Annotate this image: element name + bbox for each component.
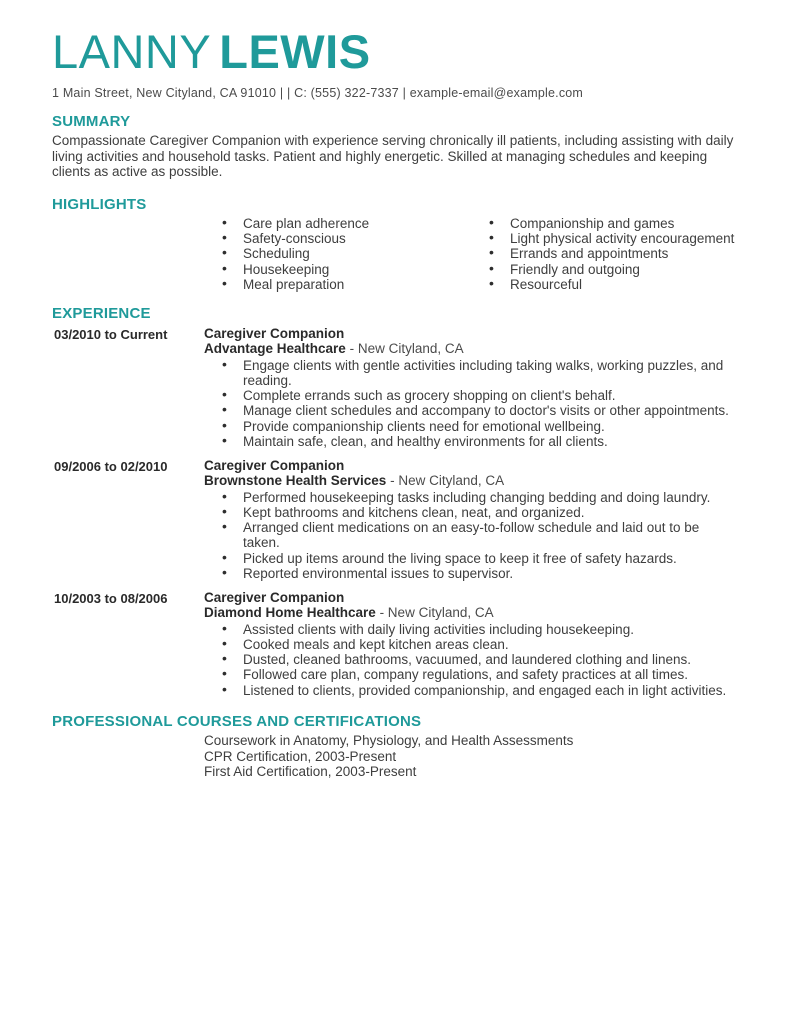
job-bullet: • Dusted, cleaned bathrooms, vacuumed, and laundered clothing and linens. bbox=[204, 652, 738, 667]
job-company: Advantage Healthcare bbox=[204, 341, 346, 357]
job-body bbox=[204, 458, 738, 581]
highlight-item: • Light physical activity encouragement bbox=[471, 231, 738, 246]
highlight-item: • Friendly and outgoing bbox=[471, 262, 738, 277]
name-title bbox=[52, 25, 738, 78]
highlight-item: • Housekeeping bbox=[204, 262, 471, 277]
certification-item: First Aid Certification, 2003-Present bbox=[204, 764, 417, 780]
highlights-columns bbox=[204, 216, 738, 292]
job-body bbox=[204, 590, 738, 698]
job-bullet: • Kept bathrooms and kitchens clean, neat, and organized. bbox=[204, 505, 738, 520]
certifications-section bbox=[52, 713, 738, 780]
job-bullets bbox=[204, 358, 738, 450]
highlights-section bbox=[52, 196, 738, 292]
job-bullet: • Performed housekeeping tasks including changing bedding and doing laundry. bbox=[204, 490, 738, 505]
job-bullet: • Maintain safe, clean, and healthy environments for all clients. bbox=[204, 434, 738, 449]
job-bullet: • Manage client schedules and accompany to doctor's visits or other appointments. bbox=[204, 403, 738, 418]
job-location: - New Cityland, CA bbox=[379, 605, 494, 621]
job-dates: 10/2003 to 08/2006 bbox=[54, 591, 168, 607]
resume-header bbox=[52, 25, 738, 100]
highlight-item: • Safety-conscious bbox=[204, 231, 471, 246]
job-bullet: • Assisted clients with daily living activities including housekeeping. bbox=[204, 622, 738, 637]
job-company-line bbox=[204, 341, 738, 356]
job-bullet: • Reported environmental issues to supervisor. bbox=[204, 566, 738, 581]
experience-section bbox=[52, 305, 738, 698]
certification-list bbox=[204, 733, 738, 780]
highlights-heading: HIGHLIGHTS bbox=[52, 195, 147, 213]
job-company: Diamond Home Healthcare bbox=[204, 605, 376, 621]
job-company: Brownstone Health Services bbox=[204, 473, 387, 489]
highlight-item: • Meal preparation bbox=[204, 277, 471, 292]
summary-section bbox=[52, 113, 738, 180]
last-name: LEWIS bbox=[219, 25, 371, 78]
job-bullet: • Engage clients with gentle activities including taking walks, working puzzles, and reading. bbox=[204, 358, 738, 389]
job-entry bbox=[52, 326, 738, 449]
job-body bbox=[204, 326, 738, 449]
contact-line: 1 Main Street, New Cityland, CA 91010 | | C: (555) 322-7337 | example-email@example.com bbox=[52, 86, 584, 100]
job-dates: 09/2006 to 02/2010 bbox=[54, 459, 168, 475]
highlight-item: • Resourceful bbox=[471, 277, 738, 292]
highlight-item: • Scheduling bbox=[204, 246, 471, 261]
job-location: - New Cityland, CA bbox=[390, 473, 505, 489]
summary-heading: SUMMARY bbox=[52, 113, 131, 130]
job-dates: 03/2010 to Current bbox=[54, 327, 168, 343]
job-bullet: • Arranged client medications on an easy-to-follow schedule and laid out to be taken. bbox=[204, 520, 738, 551]
job-title: Caregiver Companion bbox=[204, 326, 345, 342]
highlight-item: • Care plan adherence bbox=[204, 216, 471, 231]
summary-text: Compassionate Caregiver Companion with experience serving chronically ill patients, including assisting with daily living activities and household tasks. Patient and highly energetic. Skilled at managing schedules and keeping clients as active as possible. bbox=[52, 133, 734, 180]
experience-jobs bbox=[52, 326, 738, 698]
job-company-line bbox=[204, 473, 738, 488]
certification-item: Coursework in Anatomy, Physiology, and Health Assessments bbox=[204, 732, 574, 748]
job-bullet: • Provide companionship clients need for emotional wellbeing. bbox=[204, 419, 738, 434]
job-bullet: • Cooked meals and kept kitchen areas clean. bbox=[204, 637, 738, 652]
job-location: - New Cityland, CA bbox=[349, 341, 464, 357]
first-name: LANNY bbox=[52, 25, 212, 78]
job-bullet: • Complete errands such as grocery shopping on client's behalf. bbox=[204, 388, 738, 403]
experience-heading: EXPERIENCE bbox=[52, 305, 151, 323]
highlights-column-2 bbox=[471, 216, 738, 292]
job-title: Caregiver Companion bbox=[204, 458, 345, 474]
job-title: Caregiver Companion bbox=[204, 590, 345, 606]
job-company-line bbox=[204, 605, 738, 620]
job-bullet: • Followed care plan, company regulations, and safety practices at all times. bbox=[204, 667, 738, 682]
job-entry bbox=[52, 458, 738, 581]
job-bullet: • Picked up items around the living space to keep it free of safety hazards. bbox=[204, 551, 738, 566]
highlight-item: • Companionship and games bbox=[471, 216, 738, 231]
job-bullet: • Listened to clients, provided companionship, and engaged each in light activities. bbox=[204, 683, 738, 698]
job-bullets bbox=[204, 490, 738, 582]
highlight-item: • Errands and appointments bbox=[471, 246, 738, 261]
certifications-heading: PROFESSIONAL COURSES AND CERTIFICATIONS bbox=[52, 712, 422, 730]
highlights-column-1 bbox=[204, 216, 471, 292]
job-entry bbox=[52, 590, 738, 698]
job-bullets bbox=[204, 622, 738, 698]
certification-item: CPR Certification, 2003-Present bbox=[204, 748, 397, 764]
